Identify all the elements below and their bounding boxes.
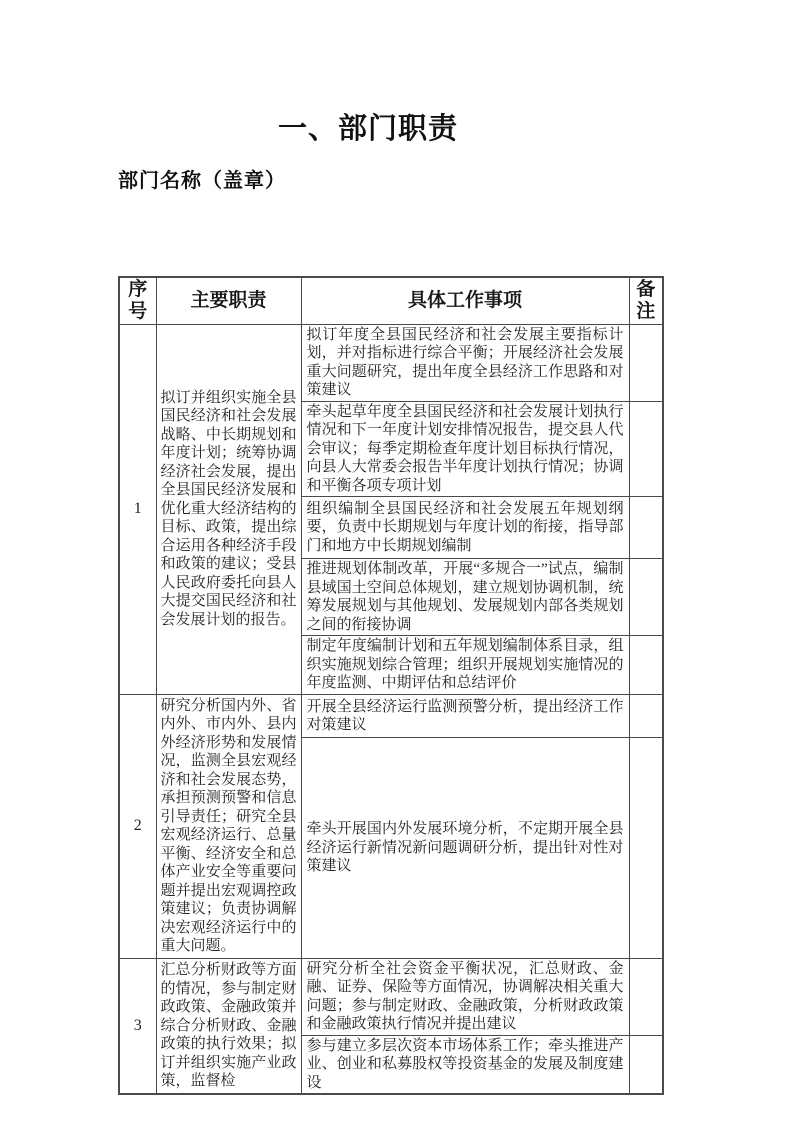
work-item-cell: 参与建立多层次资本市场体系工作；牵头推进产业、创业和私募股权等投资基金的发展及制度建设 xyxy=(301,1035,629,1094)
duty-cell-1: 拟订并组织实施全县国民经济和社会发展战略、中长期规划和年度计划；统筹协调经济社会发展，提出全县国民经济发展和优化重大经济结构的目标、政策，提出综合运用各种经济手段和政策的建议；受县人民政府委托向县人大提交国民经济和社会发展计划的报告。 xyxy=(156,324,301,694)
remark-cell xyxy=(629,497,663,559)
remark-cell xyxy=(629,694,663,738)
table-row xyxy=(119,958,663,1035)
header-items: 具体工作事项 xyxy=(301,277,629,324)
remark-cell xyxy=(629,559,663,636)
work-item-cell: 拟订年度全县国民经济和社会发展主要指标计划，并对指标进行综合平衡；开展经济社会发展重大问题研究，提出年度全县经济工作思路和对策建议 xyxy=(301,324,629,401)
work-item-cell: 研究分析全社会资金平衡状况，汇总财政、金融、证券、保险等方面情况，协调解决相关重大问题；参与制定财政、金融政策，分析财政政策和金融政策执行情况并提出建议 xyxy=(301,958,629,1035)
remark-cell xyxy=(629,738,663,958)
table-row xyxy=(119,694,663,738)
header-remark: 备注 xyxy=(629,277,663,324)
duties-table xyxy=(118,276,664,1095)
work-item-cell: 开展全县经济运行监测预警分析，提出经济工作对策建议 xyxy=(301,694,629,738)
remark-cell xyxy=(629,1035,663,1094)
remark-cell xyxy=(629,324,663,401)
work-item-cell: 推进规划体制改革，开展“多规合一”试点，编制县域国土空间总体规划，建立规划协调机制，统筹发展规划与其他规划、发展规划内部各类规划之间的衔接协调 xyxy=(301,559,629,636)
index-cell-2: 2 xyxy=(119,694,156,958)
index-cell-3: 3 xyxy=(119,958,156,1094)
remark-cell xyxy=(629,958,663,1035)
duty-cell-2: 研究分析国内外、省内外、市内外、县内外经济形势和发展情况，监测全县宏观经济和社会发展态势，承担预测预警和信息引导责任；研究全县宏观经济运行、总量平衡、经济安全和总体产业安全等重要问题并提出宏观调控政策建议；负责协调解决宏观经济运行中的重大问题。 xyxy=(156,694,301,958)
header-index: 序号 xyxy=(119,277,156,324)
page-title: 一、部门职责 xyxy=(278,113,459,145)
table-header-row xyxy=(119,277,663,324)
table-row xyxy=(119,324,663,401)
department-name-label: 部门名称（盖章） xyxy=(118,170,286,192)
remark-cell xyxy=(629,401,663,497)
duty-cell-3: 汇总分析财政等方面的情况，参与制定财政政策、金融政策并综合分析财政、金融政策的执行效果；拟订并组织实施产业政策，监督检 xyxy=(156,958,301,1094)
header-duty: 主要职责 xyxy=(156,277,301,324)
remark-cell xyxy=(629,636,663,695)
work-item-cell: 制定年度编制计划和五年规划编制体系目录，组织实施规划综合管理；组织开展规划实施情况的年度监测、中期评估和总结评价 xyxy=(301,636,629,695)
work-item-cell: 牵头起草年度全县国民经济和社会发展计划执行情况和下一年度计划安排情况报告，提交县人代会审议；每季定期检查年度计划目标执行情况，向县人大常委会报告半年度计划执行情况；协调和平衡各项专项计划 xyxy=(301,401,629,497)
index-cell-1: 1 xyxy=(119,324,156,694)
work-item-cell: 组织编制全县国民经济和社会发展五年规划纲要，负责中长期规划与年度计划的衔接，指导部门和地方中长期规划编制 xyxy=(301,497,629,559)
work-item-cell: 牵头开展国内外发展环境分析，不定期开展全县经济运行新情况新问题调研分析，提出针对性对策建议 xyxy=(301,738,629,958)
